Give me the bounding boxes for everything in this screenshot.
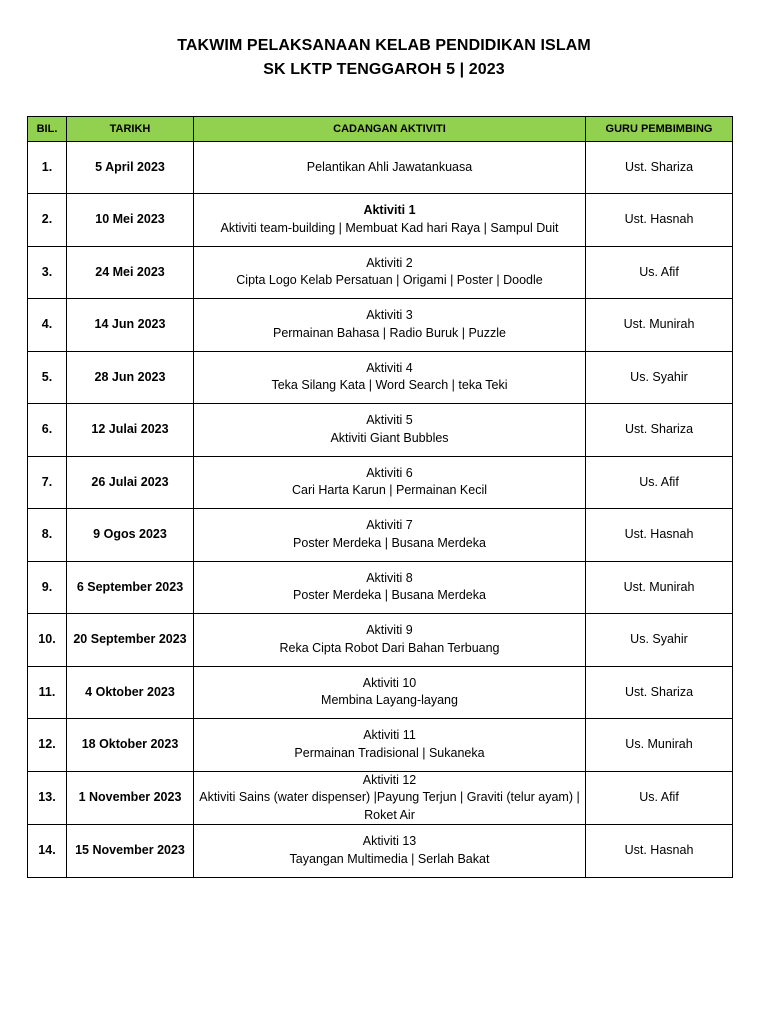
cell-guru-pembimbing: Ust. Munirah [586,299,733,352]
aktiviti-title: Aktiviti 7 [366,518,413,533]
cell-cadangan-aktiviti [194,194,586,247]
table-row [28,404,733,457]
cell-tarikh: 5 April 2023 [67,142,194,194]
cell-guru-pembimbing: Ust. Hasnah [586,194,733,247]
cell-tarikh: 9 Ogos 2023 [67,509,194,562]
aktiviti-description: Aktiviti team-building | Membuat Kad hari Raya | Sampul Duit [220,220,559,235]
aktiviti-title: Aktiviti 3 [366,308,413,323]
cell-tarikh: 26 Julai 2023 [67,456,194,509]
aktiviti-title: Aktiviti 4 [366,360,413,375]
aktiviti-description: Tayangan Multimedia | Serlah Bakat [289,851,490,866]
aktiviti-title: Aktiviti 12 [362,772,417,787]
cell-guru-pembimbing: Ust. Hasnah [586,509,733,562]
cell-tarikh: 15 November 2023 [67,825,194,878]
cell-guru-pembimbing: Us. Syahir [586,614,733,667]
cell-cadangan-aktiviti [194,404,586,457]
cell-cadangan-aktiviti [194,299,586,352]
table-row [28,719,733,772]
cell-guru-pembimbing: Ust. Munirah [586,561,733,614]
cell-guru-pembimbing: Us. Afif [586,246,733,299]
aktiviti-title: Aktiviti 10 [362,675,417,690]
cell-bil: 10. [28,614,67,667]
cell-cadangan-aktiviti [194,561,586,614]
cell-bil: 7. [28,456,67,509]
table-body [28,142,733,878]
cell-tarikh: 4 Oktober 2023 [67,666,194,719]
cell-tarikh: 20 September 2023 [67,614,194,667]
cell-cadangan-aktiviti [194,351,586,404]
cell-cadangan-aktiviti [194,719,586,772]
table-row [28,825,733,878]
cell-guru-pembimbing: Ust. Shariza [586,666,733,719]
table-row [28,509,733,562]
cell-guru-pembimbing: Ust. Shariza [586,142,733,194]
aktiviti-title: Aktiviti 6 [366,465,413,480]
cell-cadangan-aktiviti [194,456,586,509]
cell-bil: 12. [28,719,67,772]
aktiviti-title: Aktiviti 8 [366,570,413,585]
aktiviti-description: Reka Cipta Robot Dari Bahan Terbuang [279,640,500,655]
header-cadangan-aktiviti: CADANGAN AKTIVITI [194,117,586,142]
cell-guru-pembimbing: Us. Afif [586,456,733,509]
aktiviti-description: Teka Silang Kata | Word Search | teka Teki [271,378,508,393]
aktiviti-description: Aktiviti Giant Bubbles [330,430,449,445]
table-row [28,666,733,719]
cell-tarikh: 14 Jun 2023 [67,299,194,352]
cell-guru-pembimbing: Us. Syahir [586,351,733,404]
aktiviti-description: Poster Merdeka | Busana Merdeka [293,535,486,550]
aktiviti-description: Permainan Bahasa | Radio Buruk | Puzzle [272,325,506,340]
cell-tarikh: 24 Mei 2023 [67,246,194,299]
cell-tarikh: 1 November 2023 [67,771,194,825]
cell-guru-pembimbing: Ust. Hasnah [586,825,733,878]
aktiviti-description: Cipta Logo Kelab Persatuan | Origami | Poster | Doodle [236,273,543,288]
cell-bil: 5. [28,351,67,404]
table-row [28,246,733,299]
cell-tarikh: 28 Jun 2023 [67,351,194,404]
cell-bil: 13. [28,771,67,825]
cell-guru-pembimbing: Us. Munirah [586,719,733,772]
aktiviti-description: Permainan Tradisional | Sukaneka [294,745,485,760]
table-row [28,142,733,194]
aktiviti-title: Aktiviti 5 [366,413,413,428]
table-row [28,771,733,825]
cell-cadangan-aktiviti [194,666,586,719]
aktiviti-description: Aktiviti Sains (water dispenser) |Payung Terjun | Graviti (telur ayam) | Roket Air [199,790,580,822]
cell-cadangan-aktiviti [194,246,586,299]
header-bil: BIL. [28,117,67,142]
table-row [28,456,733,509]
cell-tarikh: 12 Julai 2023 [67,404,194,457]
table-row [28,299,733,352]
aktiviti-description: Membina Layang-layang [321,693,458,708]
cell-tarikh: 10 Mei 2023 [67,194,194,247]
cell-cadangan-aktiviti [194,825,586,878]
cell-cadangan-aktiviti [194,614,586,667]
cell-bil: 6. [28,404,67,457]
cell-bil: 2. [28,194,67,247]
schedule-table [27,116,733,878]
header-guru-pembimbing: GURU PEMBIMBING [586,117,733,142]
cell-guru-pembimbing: Us. Afif [586,771,733,825]
aktiviti-title: Aktiviti 1 [363,203,416,218]
cell-cadangan-aktiviti [194,142,586,194]
aktiviti-description: Poster Merdeka | Busana Merdeka [293,588,486,603]
cell-bil: 11. [28,666,67,719]
cell-cadangan-aktiviti [194,509,586,562]
cell-tarikh: 18 Oktober 2023 [67,719,194,772]
cell-guru-pembimbing: Ust. Shariza [586,404,733,457]
table-row [28,194,733,247]
cell-bil: 14. [28,825,67,878]
cell-bil: 4. [28,299,67,352]
header-tarikh: TARIKH [67,117,194,142]
cell-cadangan-aktiviti [194,771,586,825]
title-line-1: TAKWIM PELAKSANAAN KELAB PENDIDIKAN ISLAM [177,37,591,54]
cell-bil: 9. [28,561,67,614]
aktiviti-title: Aktiviti 2 [366,255,413,270]
title-line-2: SK LKTP TENGGAROH 5 | 2023 [263,61,505,78]
table-row [28,561,733,614]
document-title [0,34,768,82]
table-row [28,351,733,404]
header-row [28,117,733,142]
table-row [28,614,733,667]
aktiviti-title: Aktiviti 9 [366,623,413,638]
cell-bil: 8. [28,509,67,562]
aktiviti-title: Aktiviti 13 [362,834,417,849]
cell-bil: 3. [28,246,67,299]
aktiviti-title: Aktiviti 11 [363,728,416,743]
aktiviti-description: Cari Harta Karun | Permainan Kecil [292,483,487,498]
cell-tarikh: 6 September 2023 [67,561,194,614]
cell-bil: 1. [28,142,67,194]
aktiviti-description: Pelantikan Ahli Jawatankuasa [306,159,473,174]
